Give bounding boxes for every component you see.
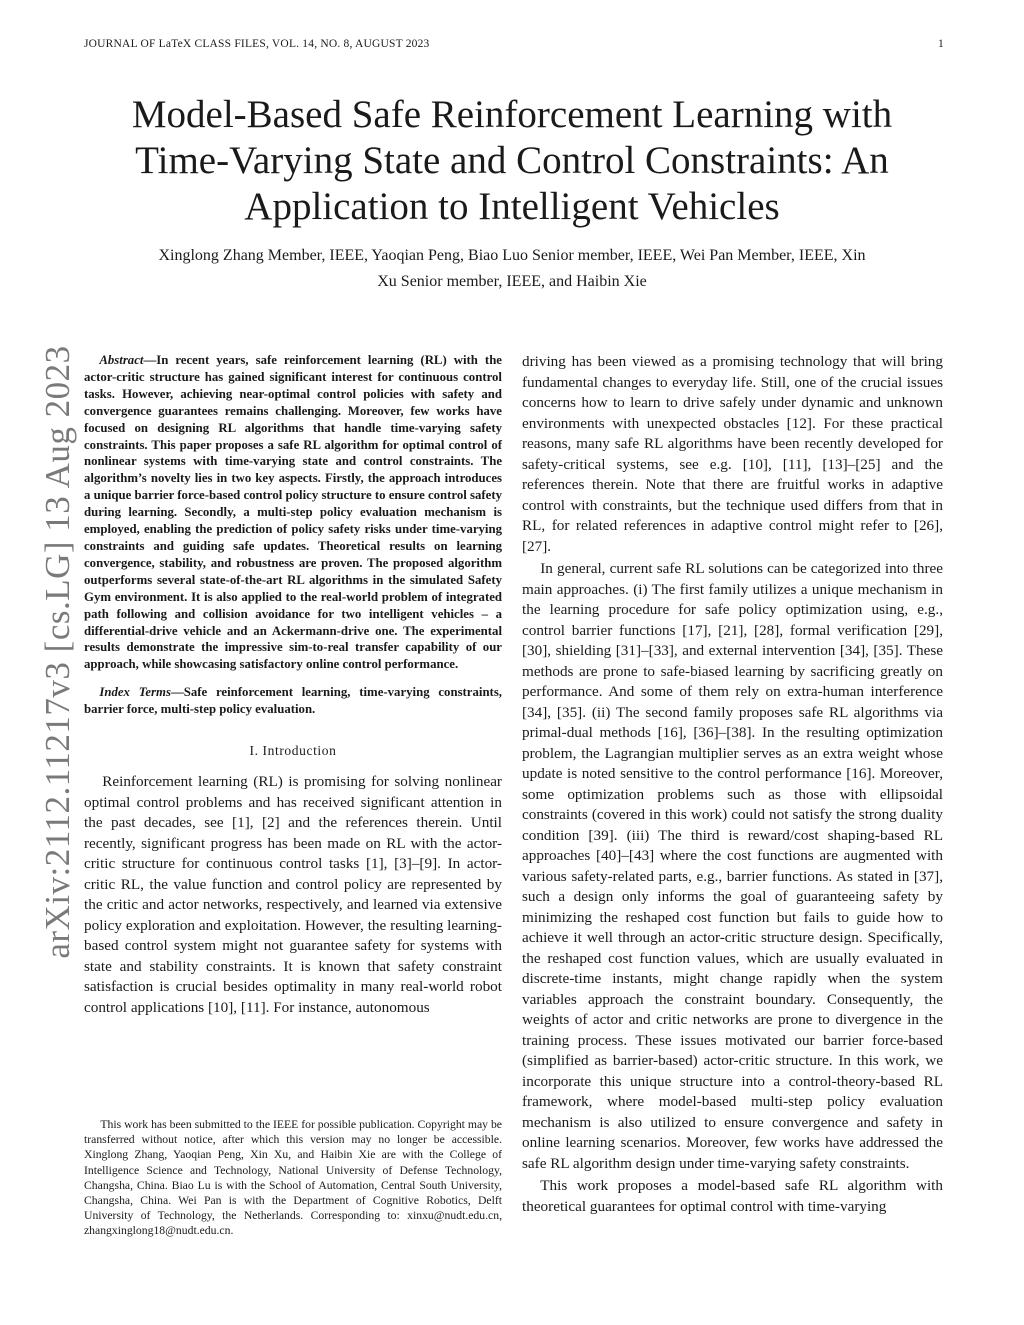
abstract-label: Abstract bbox=[99, 353, 144, 367]
abstract bbox=[84, 352, 502, 673]
journal-header: JOURNAL OF LaTeX CLASS FILES, VOL. 14, NO. 8, AUGUST 2023 bbox=[84, 38, 430, 50]
author-line: Xu Senior member, IEEE, and Haibin Xie bbox=[377, 273, 647, 290]
title-line: Model-Based Safe Reinforcement Learning with bbox=[131, 93, 893, 136]
author-line: Xinglong Zhang Member, IEEE, Yaoqian Peng, Biao Luo Senior member, IEEE, Wei Pan Member, IEEE, Xin bbox=[158, 247, 866, 264]
running-header bbox=[84, 38, 944, 58]
author-list bbox=[84, 243, 940, 295]
index-terms-text: —Safe reinforcement learning, time-varying constraints, barrier force, multi-step policy evaluation. bbox=[84, 685, 502, 717]
right-column bbox=[522, 352, 943, 1217]
arxiv-id: arXiv:2112.11217v3 [cs.LG] 13 Aug 2023 bbox=[38, 345, 77, 959]
intro-paragraph: This work proposes a model-based safe RL algorithm with theoretical guarantees for optimal control with time-varying bbox=[522, 1177, 943, 1215]
intro-paragraph: Reinforcement learning (RL) is promising for solving nonlinear optimal control problems and has received significant attention in the past decades, see [1], [2] and the references therein. Until recently, significant progress has been made on RL with the actor-critic structure for continuous control tasks [1], [3]–[9]. In actor-critic RL, the value function and control policy are represented by the critic and actor networks, respectively, and learned via extensive policy exploration and exploitation. However, the resulting learning-based control system might not guarantee safety for systems with state and stability constraints. It is known that safety constraint satisfaction is crucial besides optimality in many real-world robot control applications [10], [11]. For instance, autonomous bbox=[84, 773, 502, 1016]
paper-title bbox=[84, 92, 940, 230]
page-number: 1 bbox=[938, 38, 944, 50]
intro-paragraph-continued: driving has been viewed as a promising technology that will bring fundamental changes to everyday life. Still, one of the crucial issues concerns how to learn to drive safely under dynamic and unknown environments with unexpected obstacles [12]. For these practical reasons, many safe RL algorithms have been recently developed for safety-critical systems, see e.g. [10], [11], [13]–[25] and the references therein. Note that there are fruitful works in adaptive control with constraints, but the technique used differs from that in RL, for related references in adaptive control might refer to [26], [27]. bbox=[522, 353, 943, 555]
title-line: Time-Varying State and Control Constraints: An bbox=[135, 139, 889, 182]
index-terms bbox=[84, 684, 502, 718]
left-column bbox=[84, 352, 502, 1018]
footnote: This work has been submitted to the IEEE for possible publication. Copyright may be transferred without notice, after which this version may no longer be accessible. Xinglong Zhang, Yaoqian Peng, Xin Xu, and Haibin Xie are with the College of Intelligence Science and Technology, National University of Defense Technology, Changsha, China. Biao Lu is with the School of Automation, Central South University, Changsha, China. Wei Pan is with the Department of Cognitive Robotics, Delft University of Technology, the Netherlands. Corresponding to: xinxu@nudt.edu.cn, zhangxinglong18@nudt.edu.cn. bbox=[84, 1118, 502, 1238]
section-heading-introduction: I. Introduction bbox=[249, 743, 337, 759]
title-line: Application to Intelligent Vehicles bbox=[244, 185, 780, 228]
intro-paragraph: In general, current safe RL solutions can be categorized into three main approaches. (i) The first family utilizes a unique mechanism in the learning procedure for safe policy optimization using, e.g., control barrier functions [17], [21], [28], formal verification [29], [30], shielding [31]–[33], and external intervention [34], [35]. These methods are prone to safe-biased learning by sacrificing greatly on performance. And some of them rely on extra-human interference [34], [35]. (ii) The second family proposes safe RL algorithms via primal-dual methods [16], [36]–[38]. In the resulting optimization problem, the Lagrangian multiplier serves as an extra weight whose update is noted sensitive to the control performance [16]. Moreover, some optimization problems such as those with ellipsoidal constraints (covered in this work) could not satisfy the strong duality condition [39]. (iii) The third is reward/cost shaping-based RL approaches [40]–[43] where the cost functions are augmented with various safety-related parts, e.g., barrier functions. As stated in [37], such a design only informs the goal of guaranteeing safety by minimizing the reshaped cost function but fails to guide how to achieve it well through an actor-critic structure design. Specifically, the reshaped cost function values, which are usually evaluated in discrete-time instants, might change rapidly when the system variables approach the constraint boundary. Consequently, the weights of actor and critic networks are prone to divergence in the training process. These issues motivated our barrier force-based (simplified as barrier-based) actor-critic structure. In this work, we incorporate this unique structure into a control-theory-based RL framework, where model-based multi-step policy evaluation mechanism is also utilized to ensure convergence and safety in online learning scenarios. Moreover, few works have addressed the safe RL algorithm design under time-varying safety constraints. bbox=[522, 560, 943, 1172]
index-terms-label: Index Terms bbox=[99, 685, 171, 700]
abstract-text: —In recent years, safe reinforcement learning (RL) with the actor-critic structure has gained significant interest for continuous control tasks. However, achieving near-optimal control policies with safety and convergence guarantees remains challenging. Moreover, few works have focused on designing RL algorithms that handle time-varying safety constraints. This paper proposes a safe RL algorithm for optimal control of nonlinear systems with time-varying state and control constraints. The algorithm’s novelty lies in two key aspects. Firstly, the approach introduces a unique barrier force-based control policy structure to ensure control safety during learning. Secondly, a multi-step policy evaluation mechanism is employed, enabling the prediction of policy safety risks under time-varying constraints and guiding safe updates. Theoretical results on learning convergence, stability, and robustness are proven. The proposed algorithm outperforms several state-of-the-art RL algorithms in the simulated Safety Gym environment. It is also applied to the real-world problem of integrated path following and collision avoidance for two intelligent vehicles – a differential-drive vehicle and an Ackermann-drive one. The experimental results demonstrate the impressive sim-to-real transfer capability of our approach, while showcasing satisfactory online control performance. bbox=[84, 353, 502, 672]
